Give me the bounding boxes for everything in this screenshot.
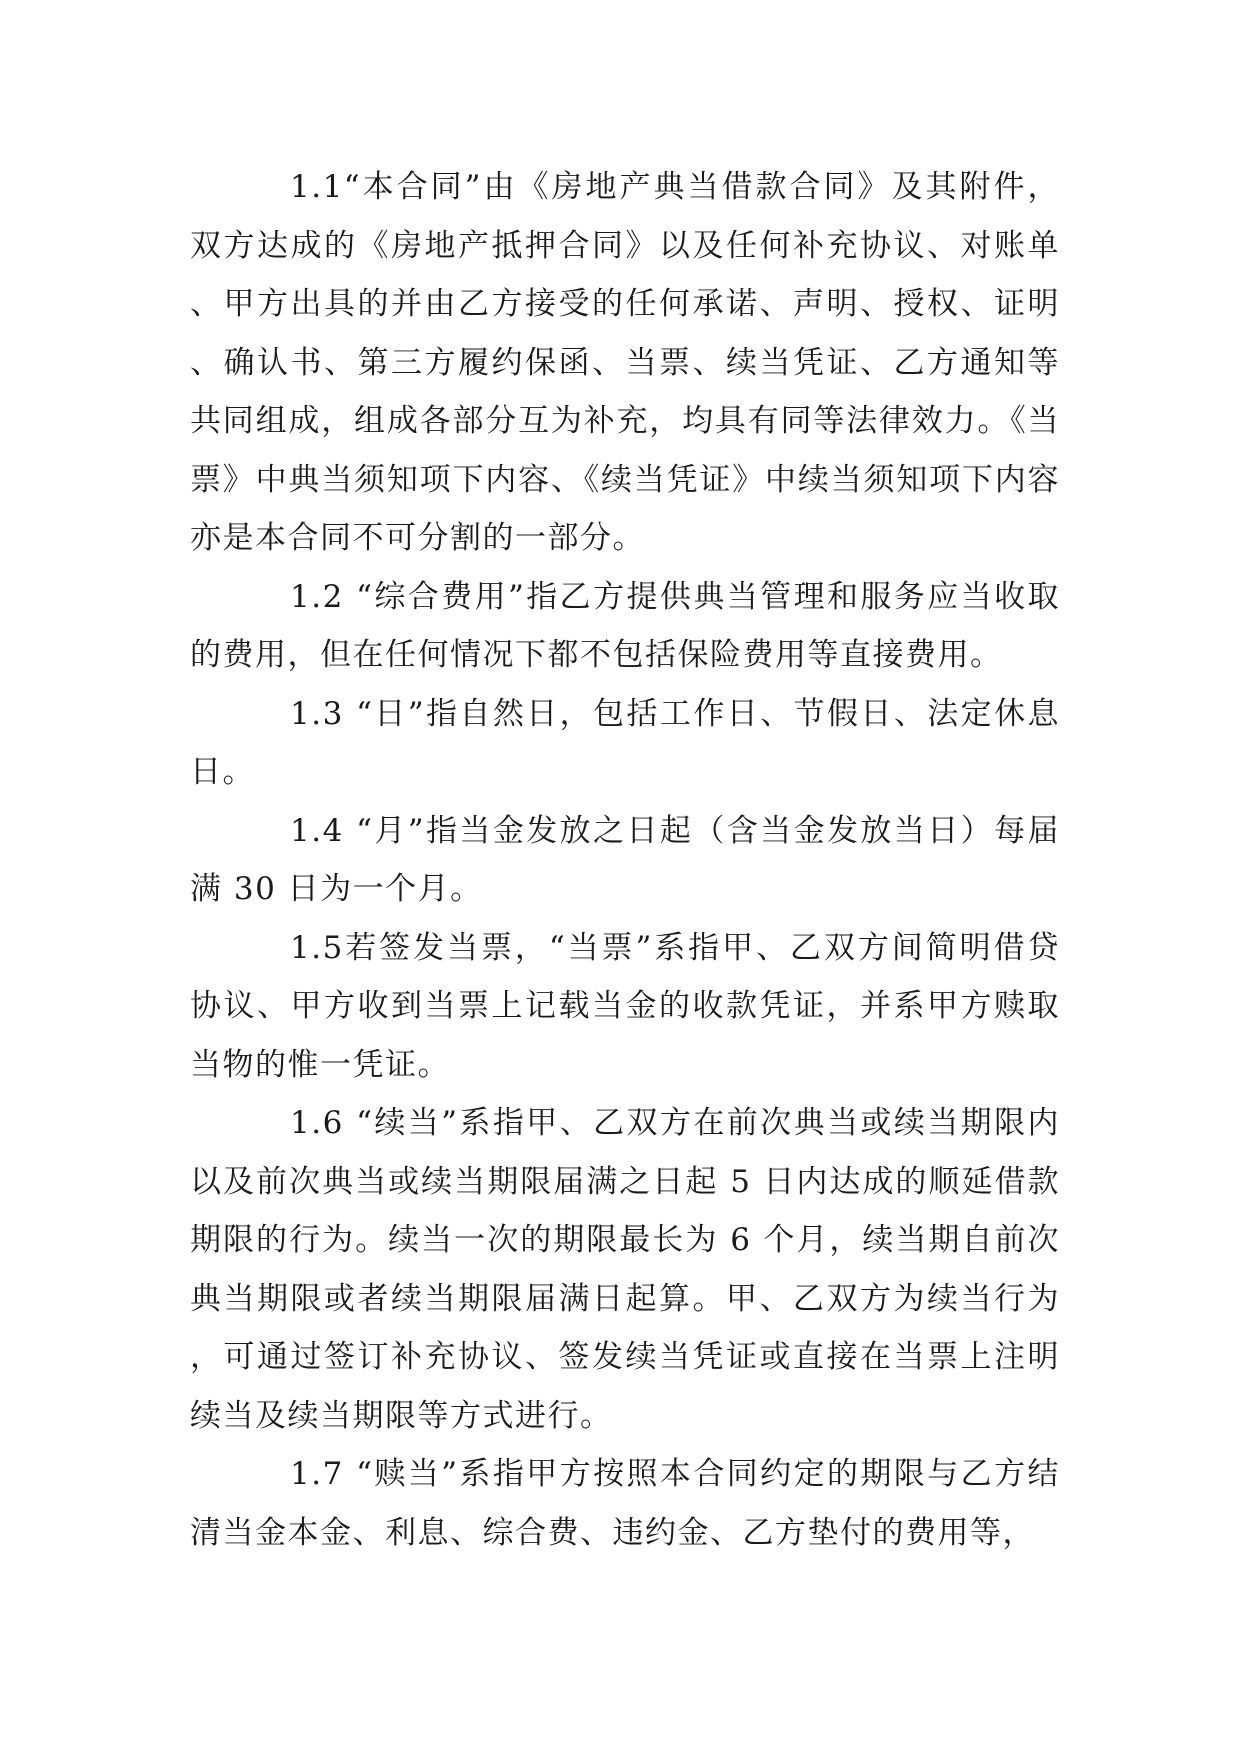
clause-1-7: 1.7 “赎当”系指甲方按照本合同约定的期限与乙方结清当金本金、利息、综合费、违约金、乙方垫付的费用等， bbox=[190, 1456, 1060, 1551]
clause-1-3: 1.3 “日”指自然日，包括工作日、节假日、法定休息日。 bbox=[190, 695, 1060, 790]
clause-1-5: 1.5若签发当票，“当票”系指甲、乙双方间简明借贷协议、甲方收到当票上记载当金的收款凭证，并系甲方赎取当物的惟一凭证。 bbox=[190, 929, 1060, 1083]
document-body bbox=[190, 158, 1060, 1562]
clause-1-2: 1.2 “综合费用”指乙方提供典当管理和服务应当收取的费用，但在任何情况下都不包括保险费用等直接费用。 bbox=[190, 578, 1060, 673]
clause-1-4: 1.4 “月”指当金发放之日起（含当金发放当日）每届满 30 日为一个月。 bbox=[190, 812, 1060, 907]
clause-1-1: 1.1“本合同”由《房地产典当借款合同》及其附件，双方达成的《房地产抵押合同》以及任何补充协议、对账单、甲方出具的并由乙方接受的任何承诺、声明、授权、证明、确认书、第三方履约保函、当票、续当凭证、乙方通知等共同组成，组成各部分互为补充，均具有同等法律效力。《当票》中典当须知项下内容、《续当凭证》中续当须知项下内容亦是本合同不可分割的一部分。 bbox=[190, 169, 1060, 556]
clause-1-6: 1.6 “续当”系指甲、乙双方在前次典当或续当期限内以及前次典当或续当期限届满之日起 5 日内达成的顺延借款期限的行为。续当一次的期限最长为 6 个月，续当期自前次典当期限或者续当期限届满日起算。甲、乙双方为续当行为，可通过签订补充协议、签发续当凭证或直接在当票上注明续当及续当期限等方式进行。 bbox=[190, 1105, 1060, 1434]
